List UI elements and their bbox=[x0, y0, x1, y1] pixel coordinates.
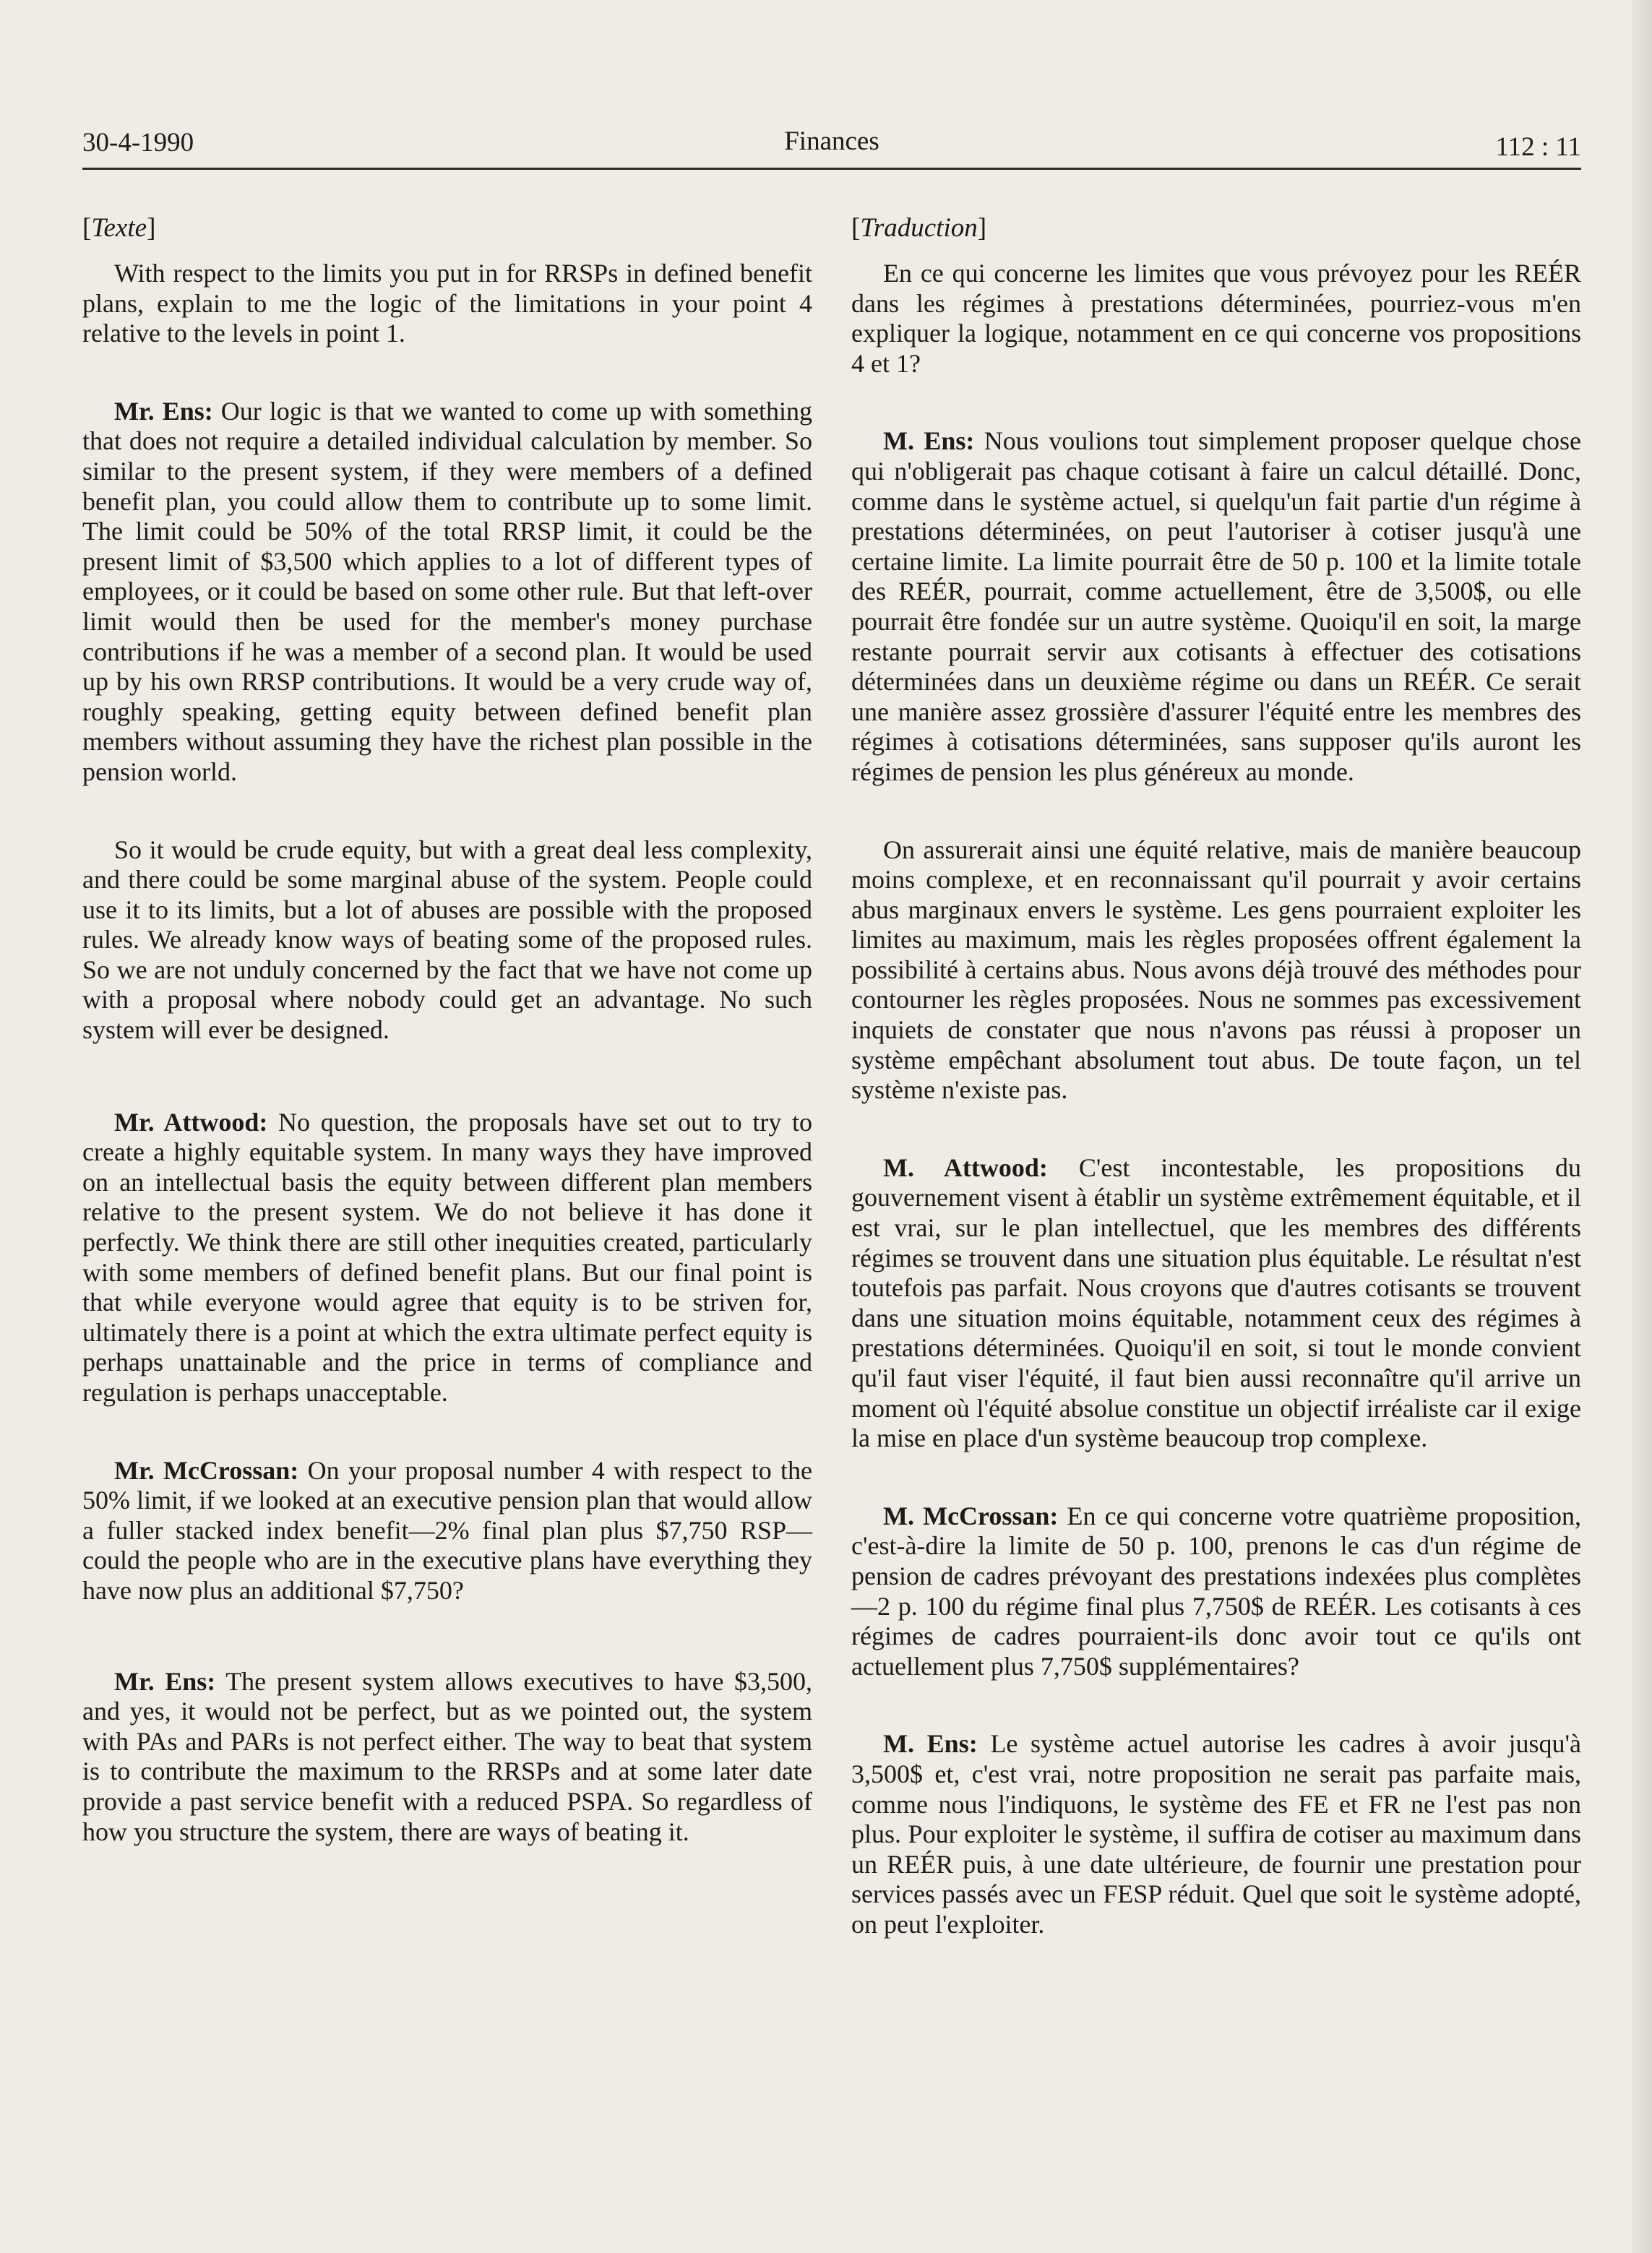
speech-paragraph bbox=[82, 397, 812, 788]
speech-paragraph bbox=[82, 1456, 812, 1606]
paragraph-text: On your proposal number 4 with respect to the 50% limit, if we looked at an executive pension plan that would allow a fuller stacked index benefit—2% final plan plus $7,750 RSP—could the people who are in the executive plans have everything they have now plus an additional $7,750? bbox=[82, 1455, 813, 1605]
speech-paragraph bbox=[851, 835, 1581, 1106]
speech-paragraph bbox=[82, 1667, 812, 1848]
speech-paragraph bbox=[82, 835, 812, 1046]
speech-paragraph bbox=[851, 1729, 1581, 1939]
question-paragraph bbox=[82, 259, 812, 349]
column-label-texte: [Texte] bbox=[82, 213, 156, 243]
english-column bbox=[82, 210, 812, 1847]
paragraph-text: C'est incontestable, les propositions du gouvernement visent à établir un système extrêmement équitable, et il est vrai, sur le plan intellectuel, que les membres des différents régimes se trouvent dans une situation plus équitable. Le résultat n'est toutefois pas parfait. Nous croyons que d'autres cotisants se trouvent dans une situation moins équitable, notamment ceux des régimes à prestations déterminées. Quoiqu'il en soit, si tout le monde convient qu'il faut viser l'équité, il faut bien aussi reconnaître qu'il arrive un moment où l'équité absolue constitue un objectif irréaliste car il exige la mise en place d'un système beaucoup trop complexe. bbox=[851, 1153, 1581, 1453]
speaker-name: Mr. Ens: bbox=[114, 396, 213, 426]
french-column bbox=[851, 210, 1581, 1940]
paragraph-text: So it would be crude equity, but with a great deal less complexity, and there could be some marginal abuse of the system. People could use it to its limits, but a lot of abuses are possible with the proposed rules. We already know ways of beating some of the proposed rules. So we are not unduly concerned by the fact that we have not come up with a proposal where nobody could get an advantage. No such system will ever be designed. bbox=[82, 835, 812, 1045]
paragraph-text: With respect to the limits you put in for RRSPs in defined benefit plans, explain to me the logic of the limitations in your point 4 relative to the levels in point 1. bbox=[82, 259, 812, 348]
column-label-text: Traduction bbox=[860, 213, 978, 243]
paragraph-text: On assurerait ainsi une équité relative, mais de manière beaucoup moins complexe, et en reconnaissant qu'il pourrait y avoir certains abus marginaux envers le système. Les gens pourraient exploiter les limites au maximum, mais les règles proposées offrent également la possibilité à certains abus. Nous avons déjà trouvé des méthodes pour contourner les règles proposées. Nous ne sommes pas excessivement inquiets de constater que nous n'avons pas réussi à proposer un système empêchant absolument tout abus. De toute façon, un tel système n'existe pas. bbox=[851, 835, 1581, 1105]
paragraph-text: Le système actuel autorise les cadres à avoir jusqu'à 3,500$ et, c'est vrai, notre proposition ne serait pas parfaite mais, comme nous l'indiquons, le système des FE et FR ne l'est pas non plus. Pour exploiter le système, il suffira de cotiser au maximum dans un REÉR puis, à une date ultérieure, de fournir une prestation pour services passés avec un FESP réduit. Quel que soit le système adopté, on peut l'exploiter. bbox=[851, 1729, 1582, 1939]
speech-paragraph bbox=[851, 426, 1581, 787]
paragraph-text: Our logic is that we wanted to come up with something that does not require a detailed individual calculation by member. So similar to the present system, if they were members of a defined benefit plan, you could allow them to contribute up to some limit. The limit could be 50% of the total RRSP limit, it could be the present limit of $3,500 which applies to a lot of different types of employees, or it could be based on some other rule. But that left-over limit would then be used for the member's money purchase contributions if he was a member of a second plan. It would be used up by his own RRSP contributions. It would be a very crude way of, roughly speaking, getting equity between defined benefit plan members without assuming they have the richest plan possible in the pension world. bbox=[82, 396, 813, 786]
paragraph-text: No question, the proposals have set out to try to create a highly equitable system. In many ways they have improved on an intellectual basis the equity between different plan members relative to the present system. We do not believe it has done it perfectly. We think there are still other inequities created, particularly with some members of defined benefit plans. But our final point is that while everyone would agree that equity is to be striven for, ultimately there is a point at which the extra ultimate perfect equity is perhaps unattainable and the price in terms of compliance and regulation is perhaps unacceptable. bbox=[82, 1107, 813, 1407]
speaker-name: M. Ens: bbox=[883, 1729, 978, 1759]
speech-paragraph bbox=[851, 1502, 1581, 1682]
speaker-name: Mr. Ens: bbox=[114, 1666, 216, 1696]
speaker-name: Mr. Attwood: bbox=[114, 1107, 268, 1137]
speaker-name: M. Ens: bbox=[883, 426, 975, 456]
paragraph-text: The present system allows executives to have $3,500, and yes, it would not be perfect, but as we pointed out, the system with PAs and PARs is not perfect either. The way to beat that system is to contribute the maximum to the RRSPs and at some later date provide a past service benefit with a reduced PSPA. So regardless of how you structure the system, there are ways of beating it. bbox=[82, 1666, 812, 1846]
speaker-name: M. McCrossan: bbox=[883, 1501, 1059, 1530]
header-page-number: 112 : 11 bbox=[1495, 132, 1581, 162]
paragraph-text: Nous voulions tout simplement proposer quelque chose qui n'obligerait pas chaque cotisant à faire un calcul détaillé. Donc, comme dans le système actuel, si quelqu'un fait partie d'un régime à prestations déterminées, on peut l'autoriser à cotiser jusqu'à une certaine limite. La limite pourrait être de 50 p. 100 et la limite totale des REÉR, pourrait, comme actuellement, être de 3,500$, ou elle pourrait être fondée sur un autre système. Quoiqu'il en soit, la marge restante pourrait servir aux cotisants à effectuer des cotisations déterminées dans un deuxième régime ou dans un REÉR. Ce serait une manière assez grossière d'assurer l'équité entre les membres des régimes à cotisations déterminées, sans supposer qu'ils auront les régimes de pension les plus généreux au monde. bbox=[851, 426, 1581, 786]
speaker-name: M. Attwood: bbox=[883, 1153, 1048, 1182]
speech-paragraph bbox=[82, 1108, 812, 1408]
header-date: 30-4-1990 bbox=[82, 128, 194, 158]
column-label-traduction: [Traduction] bbox=[851, 213, 987, 243]
column-label-text: Texte bbox=[91, 213, 147, 243]
page-edge-shadow bbox=[1632, 0, 1652, 2253]
speech-paragraph bbox=[851, 1153, 1581, 1454]
paragraph-text: En ce qui concerne votre quatrième proposition, c'est-à-dire la limite de 50 p. 100, prenons le cas d'un régime de pension de cadres prévoyant des prestations indexées plus complètes—2 p. 100 du régime final plus 7,750$ de REÉR. Les cotisants à ces régimes de cadres pourraient-ils donc avoir tout ce qu'ils ont actuellement plus 7,750$ supplémentaires? bbox=[851, 1501, 1582, 1681]
header-title: Finances bbox=[784, 126, 879, 156]
question-paragraph bbox=[851, 259, 1581, 379]
running-header bbox=[82, 121, 1581, 170]
paragraph-text: En ce qui concerne les limites que vous prévoyez pour les REÉR dans les régimes à prestations déterminées, pourriez-vous m'en expliquer la logique, notamment en ce qui concerne vos propositions 4 et 1? bbox=[851, 259, 1581, 378]
speaker-name: Mr. McCrossan: bbox=[114, 1455, 299, 1485]
